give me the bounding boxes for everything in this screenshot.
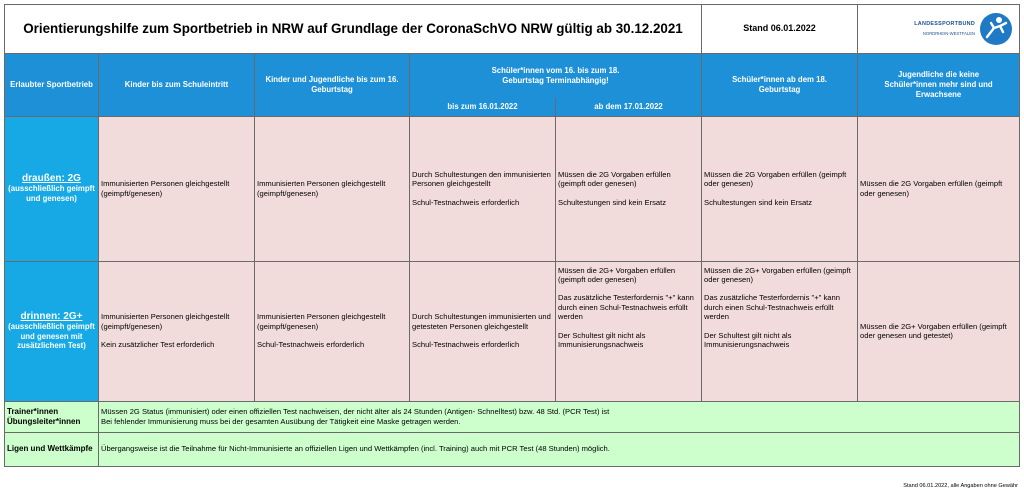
cell-ligen: Übergangsweise ist die Teilnahme für Nicht-Immunisierte an offiziellen Ligen und Wettkämpfen (incl. Training) auch mit PCR Test (48 Stunden) möglich. bbox=[99, 432, 1020, 466]
cell-draussen-ab-17-01: Müssen die 2G Vorgaben erfüllen (geimpft oder genesen) Schultestungen sind kein Ersatz bbox=[556, 116, 702, 261]
header-schueler-18: Schüler*innen ab dem 18. Geburtstag bbox=[702, 54, 858, 117]
athlete-logo-icon bbox=[979, 12, 1013, 46]
header-erlaubter-sportbetrieb: Erlaubter Sportbetrieb bbox=[5, 54, 99, 117]
footer-note: Stand 06.01.2022, alle Angaben ohne Gewähr bbox=[903, 483, 1018, 489]
header-erwachsene: Jugendliche die keine Schüler*innen mehr sind und Erwachsene bbox=[858, 54, 1020, 117]
header-kinder-schuleintritt: Kinder bis zum Schuleintritt bbox=[99, 54, 255, 117]
cell-drinnen-kinder-schuleintritt: Immunisierten Personen gleichgestellt (geimpft/genesen) Kein zusätzlicher Test erforderlich bbox=[99, 261, 255, 401]
guideline-table bbox=[4, 4, 1020, 467]
logo-text-line2: NORDRHEIN-WESTFALEN bbox=[922, 31, 976, 36]
header-ab-17-01: ab dem 17.01.2022 bbox=[556, 98, 702, 117]
header-schueler-16-18: Schüler*innen vom 16. bis zum 18. Geburtstag Terminabhängig! bbox=[410, 54, 702, 98]
guideline-sheet bbox=[4, 4, 1019, 467]
logo-cell bbox=[858, 5, 1020, 54]
row-label-ligen: Ligen und Wettkämpfe bbox=[5, 432, 99, 466]
cell-drinnen-kinder-16: Immunisierten Personen gleichgestellt (geimpft/genesen) Schul-Testnachweis erforderlich bbox=[255, 261, 410, 401]
cell-draussen-bis-16-01: Durch Schultestungen den immunisierten Personen gleichgestellt Schul-Testnachweis erforderlich bbox=[410, 116, 556, 261]
cell-drinnen-schueler-18: Müssen die 2G+ Vorgaben erfüllen (geimpft oder genesen) Das zusätzliche Testerfordernis "+" kann durch einen Schul-Testnachweis erfüllt werden Der Schultest gilt nicht als Immunisierungsnachweis bbox=[702, 261, 858, 401]
cell-trainer: Müssen 2G Status (immunisiert) oder einen offiziellen Test nachweisen, der nicht älter als 24 Stunden (Antigen- Schnelltest) bzw. 48 Std. (PCR Test) ist Bei fehlender Immunisierung muss bei der gesamten Ausübung der Tätigkeit eine Maske getragen werden. bbox=[99, 401, 1020, 432]
cell-drinnen-bis-16-01: Durch Schultestungen immunisierten und getesteten Personen gleichgestellt Schul-Testnachweis erforderlich bbox=[410, 261, 556, 401]
header-bis-16-01: bis zum 16.01.2022 bbox=[410, 98, 556, 117]
page-title: Orientierungshilfe zum Sportbetrieb in NRW auf Grundlage der CoronaSchVO NRW gültig ab 30.12.2021 bbox=[5, 5, 702, 54]
cell-drinnen-erwachsene: Müssen die 2G+ Vorgaben erfüllen (geimpft oder genesen und getestet) bbox=[858, 261, 1020, 401]
stand-date: Stand 06.01.2022 bbox=[702, 5, 858, 54]
row-label-drinnen: drinnen: 2G+ (ausschließlich geimpft und genesen mit zusätzlichem Test) bbox=[5, 261, 99, 401]
cell-drinnen-ab-17-01: Müssen die 2G+ Vorgaben erfüllen (geimpft oder genesen) Das zusätzliche Testerfordernis "+" kann durch einen Schul-Testnachweis erfüllt werden Der Schultest gilt nicht als Immunisierungsnachweis bbox=[556, 261, 702, 401]
logo-text-line1: LANDESSPORTBUND bbox=[914, 20, 976, 27]
row-label-trainer: Trainer*innen Übungsleiter*innen bbox=[5, 401, 99, 432]
cell-draussen-kinder-16: Immunisierten Personen gleichgestellt (geimpft/genesen) bbox=[255, 116, 410, 261]
row-label-draussen: draußen: 2G (ausschließlich geimpft und genesen) bbox=[5, 116, 99, 261]
cell-draussen-kinder-schuleintritt: Immunisierten Personen gleichgestellt (geimpft/genesen) bbox=[99, 116, 255, 261]
cell-draussen-erwachsene: Müssen die 2G Vorgaben erfüllen (geimpft oder genesen) bbox=[858, 116, 1020, 261]
header-kinder-16: Kinder und Jugendliche bis zum 16. Geburtstag bbox=[255, 54, 410, 117]
cell-draussen-schueler-18: Müssen die 2G Vorgaben erfüllen (geimpft oder genesen) Schultestungen sind kein Ersatz bbox=[702, 116, 858, 261]
